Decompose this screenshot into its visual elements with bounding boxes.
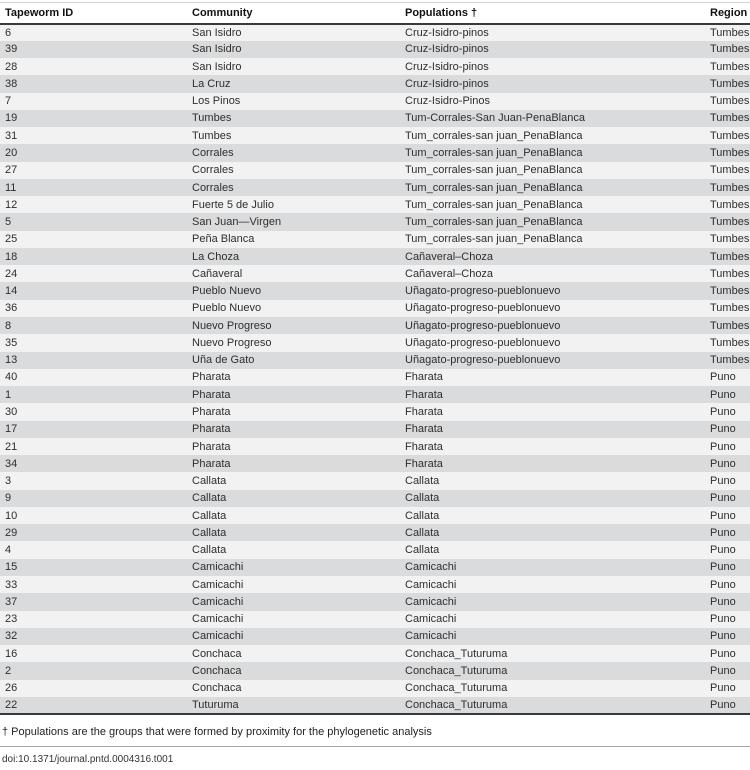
cell-community: San Juan—Virgen bbox=[192, 216, 282, 229]
column-header-tapeworm-id: Tapeworm ID bbox=[0, 3, 192, 24]
table-row bbox=[0, 93, 750, 110]
cell-region: Puno bbox=[710, 440, 736, 453]
cell-tapeworm-id: 18 bbox=[5, 250, 18, 263]
table-footnote: † Populations are the groups that were formed by proximity for the phylogenetic analysis bbox=[2, 726, 432, 739]
cell-community: Tumbes bbox=[192, 112, 232, 125]
cell-region: Puno bbox=[710, 526, 736, 539]
cell-tapeworm-id: 32 bbox=[5, 630, 18, 643]
cell-tapeworm-id: 10 bbox=[5, 509, 18, 522]
cell-tapeworm-id: 14 bbox=[5, 285, 18, 298]
cell-community: Callata bbox=[192, 509, 227, 522]
cell-region: Puno bbox=[710, 595, 736, 608]
cell-community: Conchaca bbox=[192, 682, 242, 695]
cell-region: Tumbes bbox=[710, 233, 750, 246]
cell-region: Tumbes bbox=[710, 250, 750, 263]
cell-population: Fharata bbox=[405, 388, 443, 401]
table-row bbox=[0, 611, 750, 628]
cell-tapeworm-id: 19 bbox=[5, 112, 18, 125]
footnote-divider bbox=[0, 746, 750, 747]
table-row bbox=[0, 662, 750, 679]
cell-region: Tumbes bbox=[710, 112, 750, 125]
cell-community: Pharata bbox=[192, 405, 231, 418]
cell-population: Callata bbox=[405, 475, 440, 488]
cell-region: Puno bbox=[710, 698, 736, 711]
cell-community: Pharata bbox=[192, 388, 231, 401]
cell-region: Tumbes bbox=[710, 267, 750, 280]
cell-population: Fharata bbox=[405, 423, 443, 436]
cell-tapeworm-id: 37 bbox=[5, 595, 18, 608]
cell-community: Camicachi bbox=[192, 630, 244, 643]
cell-community: Callata bbox=[192, 475, 227, 488]
cell-community: Tumbes bbox=[192, 129, 232, 142]
cell-community: Callata bbox=[192, 526, 227, 539]
cell-region: Puno bbox=[710, 509, 736, 522]
cell-population: Uñagato-progreso-pueblonuevo bbox=[405, 285, 561, 298]
cell-region: Tumbes bbox=[710, 95, 750, 108]
column-header-populations: Populations † bbox=[405, 3, 710, 24]
cell-tapeworm-id: 40 bbox=[5, 371, 18, 384]
table-row bbox=[0, 559, 750, 576]
cell-population: Callata bbox=[405, 544, 440, 557]
table-row bbox=[0, 127, 750, 144]
cell-tapeworm-id: 1 bbox=[5, 388, 12, 401]
cell-region: Tumbes bbox=[710, 354, 750, 367]
cell-community: Nuevo Progreso bbox=[192, 319, 272, 332]
cell-tapeworm-id: 38 bbox=[5, 77, 18, 90]
table-row bbox=[0, 490, 750, 507]
cell-population: Tum_corrales-san juan_PenaBlanca bbox=[405, 216, 583, 229]
table-row bbox=[0, 472, 750, 489]
table-row bbox=[0, 455, 750, 472]
cell-community: Conchaca bbox=[192, 647, 242, 660]
table-row bbox=[0, 576, 750, 593]
cell-region: Tumbes bbox=[710, 181, 750, 194]
table-row bbox=[0, 680, 750, 697]
cell-population: Cruz-Isidro-Pinos bbox=[405, 95, 490, 108]
cell-population: Tum_corrales-san juan_PenaBlanca bbox=[405, 146, 583, 159]
cell-community: La Choza bbox=[192, 250, 240, 263]
cell-population: Conchaca_Tuturuma bbox=[405, 664, 508, 677]
cell-population: Uñagato-progreso-pueblonuevo bbox=[405, 302, 561, 315]
cell-region: Puno bbox=[710, 388, 736, 401]
table-row bbox=[0, 179, 750, 196]
cell-community: Uña de Gato bbox=[192, 354, 255, 367]
cell-population: Conchaca_Tuturuma bbox=[405, 698, 508, 711]
cell-community: Callata bbox=[192, 544, 227, 557]
cell-tapeworm-id: 21 bbox=[5, 440, 18, 453]
table-row bbox=[0, 593, 750, 610]
cell-population: Callata bbox=[405, 509, 440, 522]
cell-tapeworm-id: 28 bbox=[5, 60, 18, 73]
cell-population: Tum_corrales-san juan_PenaBlanca bbox=[405, 181, 583, 194]
cell-region: Tumbes bbox=[710, 216, 750, 229]
tapeworm-samples-table bbox=[0, 2, 750, 715]
table-header bbox=[0, 3, 750, 24]
cell-population: Conchaca_Tuturuma bbox=[405, 682, 508, 695]
cell-tapeworm-id: 12 bbox=[5, 198, 18, 211]
cell-population: Camicachi bbox=[405, 578, 457, 591]
cell-tapeworm-id: 9 bbox=[5, 492, 12, 505]
table-row bbox=[0, 403, 750, 420]
cell-community: Peña Blanca bbox=[192, 233, 255, 246]
table-row bbox=[0, 75, 750, 92]
table-header-row bbox=[0, 3, 750, 24]
table-row bbox=[0, 421, 750, 438]
cell-population: Tum_corrales-san juan_PenaBlanca bbox=[405, 164, 583, 177]
table-row bbox=[0, 628, 750, 645]
cell-population: Camicachi bbox=[405, 613, 457, 626]
table-row bbox=[0, 334, 750, 351]
cell-community: Pharata bbox=[192, 423, 231, 436]
cell-tapeworm-id: 25 bbox=[5, 233, 18, 246]
cell-population: Camicachi bbox=[405, 595, 457, 608]
cell-region: Puno bbox=[710, 578, 736, 591]
cell-region: Tumbes bbox=[710, 319, 750, 332]
cell-region: Tumbes bbox=[710, 129, 750, 142]
cell-tapeworm-id: 16 bbox=[5, 647, 18, 660]
table-row bbox=[0, 541, 750, 558]
paper-table-figure bbox=[0, 2, 750, 770]
cell-region: Puno bbox=[710, 457, 736, 470]
table-body bbox=[0, 24, 750, 715]
table-row bbox=[0, 282, 750, 299]
table-row bbox=[0, 524, 750, 541]
cell-population: Uñagato-progreso-pueblonuevo bbox=[405, 336, 561, 349]
cell-community: San Isidro bbox=[192, 43, 242, 56]
cell-region: Puno bbox=[710, 664, 736, 677]
table-row bbox=[0, 196, 750, 213]
cell-community: Pueblo Nuevo bbox=[192, 302, 262, 315]
cell-region: Puno bbox=[710, 405, 736, 418]
cell-community: Fuerte 5 de Julio bbox=[192, 198, 274, 211]
cell-tapeworm-id: 30 bbox=[5, 405, 18, 418]
cell-tapeworm-id: 23 bbox=[5, 613, 18, 626]
cell-population: Camicachi bbox=[405, 561, 457, 574]
cell-tapeworm-id: 24 bbox=[5, 267, 18, 280]
cell-community: Cañaveral bbox=[192, 267, 243, 280]
cell-community: Tuturuma bbox=[192, 698, 239, 711]
cell-region: Tumbes bbox=[710, 60, 750, 73]
cell-community: Corrales bbox=[192, 164, 234, 177]
cell-population: Tum_corrales-san juan_PenaBlanca bbox=[405, 233, 583, 246]
cell-region: Puno bbox=[710, 647, 736, 660]
cell-region: Tumbes bbox=[710, 43, 750, 56]
cell-community: Camicachi bbox=[192, 578, 244, 591]
cell-tapeworm-id: 2 bbox=[5, 664, 12, 677]
cell-tapeworm-id: 17 bbox=[5, 423, 18, 436]
cell-population: Tum_corrales-san juan_PenaBlanca bbox=[405, 129, 583, 142]
column-header-community: Community bbox=[192, 3, 405, 24]
table-row bbox=[0, 41, 750, 58]
cell-region: Puno bbox=[710, 544, 736, 557]
cell-population: Cruz-Isidro-pinos bbox=[405, 26, 489, 39]
column-header-region: Region bbox=[710, 3, 750, 24]
cell-community: Callata bbox=[192, 492, 227, 505]
cell-community: La Cruz bbox=[192, 77, 231, 90]
table-row bbox=[0, 438, 750, 455]
cell-region: Puno bbox=[710, 561, 736, 574]
cell-region: Tumbes bbox=[710, 198, 750, 211]
cell-population: Fharata bbox=[405, 457, 443, 470]
table-row bbox=[0, 645, 750, 662]
cell-region: Puno bbox=[710, 475, 736, 488]
cell-tapeworm-id: 11 bbox=[5, 181, 17, 194]
cell-community: Los Pinos bbox=[192, 95, 241, 108]
cell-population: Uñagato-progreso-pueblonuevo bbox=[405, 319, 561, 332]
cell-population: Camicachi bbox=[405, 630, 457, 643]
table-row bbox=[0, 386, 750, 403]
cell-community: Pueblo Nuevo bbox=[192, 285, 262, 298]
cell-population: Tum_corrales-san juan_PenaBlanca bbox=[405, 198, 583, 211]
cell-community: San Isidro bbox=[192, 60, 242, 73]
table-row bbox=[0, 24, 750, 41]
table-row bbox=[0, 110, 750, 127]
cell-region: Puno bbox=[710, 423, 736, 436]
cell-region: Tumbes bbox=[710, 302, 750, 315]
cell-region: Puno bbox=[710, 630, 736, 643]
cell-region: Puno bbox=[710, 682, 736, 695]
cell-region: Tumbes bbox=[710, 77, 750, 90]
cell-tapeworm-id: 8 bbox=[5, 319, 12, 332]
cell-tapeworm-id: 33 bbox=[5, 578, 18, 591]
cell-region: Tumbes bbox=[710, 164, 750, 177]
table-row bbox=[0, 317, 750, 334]
cell-tapeworm-id: 34 bbox=[5, 457, 18, 470]
cell-community: San Isidro bbox=[192, 26, 242, 39]
cell-tapeworm-id: 26 bbox=[5, 682, 18, 695]
cell-population: Cruz-Isidro-pinos bbox=[405, 43, 489, 56]
table-row bbox=[0, 144, 750, 161]
cell-community: Pharata bbox=[192, 371, 231, 384]
table-row bbox=[0, 369, 750, 386]
cell-tapeworm-id: 4 bbox=[5, 544, 12, 557]
cell-tapeworm-id: 31 bbox=[5, 129, 18, 142]
cell-region: Tumbes bbox=[710, 26, 750, 39]
cell-community: Camicachi bbox=[192, 613, 244, 626]
cell-population: Fharata bbox=[405, 371, 443, 384]
cell-tapeworm-id: 5 bbox=[5, 216, 12, 229]
cell-region: Puno bbox=[710, 613, 736, 626]
cell-population: Cañaveral–Choza bbox=[405, 250, 494, 263]
cell-tapeworm-id: 35 bbox=[5, 336, 18, 349]
cell-region: Tumbes bbox=[710, 336, 750, 349]
cell-tapeworm-id: 20 bbox=[5, 146, 18, 159]
table-row bbox=[0, 248, 750, 265]
cell-region: Tumbes bbox=[710, 146, 750, 159]
cell-community: Nuevo Progreso bbox=[192, 336, 272, 349]
cell-population: Callata bbox=[405, 526, 440, 539]
cell-region: Tumbes bbox=[710, 285, 750, 298]
table-row bbox=[0, 162, 750, 179]
cell-tapeworm-id: 27 bbox=[5, 164, 18, 177]
cell-tapeworm-id: 6 bbox=[5, 26, 12, 39]
cell-population: Fharata bbox=[405, 440, 443, 453]
cell-population: Cruz-Isidro-pinos bbox=[405, 60, 489, 73]
cell-population: Uñagato-progreso-pueblonuevo bbox=[405, 354, 561, 367]
cell-population: Cruz-Isidro-pinos bbox=[405, 77, 489, 90]
cell-tapeworm-id: 3 bbox=[5, 475, 12, 488]
cell-community: Pharata bbox=[192, 457, 231, 470]
cell-tapeworm-id: 15 bbox=[5, 561, 18, 574]
table-row bbox=[0, 213, 750, 230]
cell-community: Corrales bbox=[192, 146, 234, 159]
table-row bbox=[0, 58, 750, 75]
table-row bbox=[0, 265, 750, 282]
cell-tapeworm-id: 29 bbox=[5, 526, 18, 539]
table-row bbox=[0, 300, 750, 317]
doi-citation: doi:10.1371/journal.pntd.0004316.t001 bbox=[2, 754, 174, 766]
cell-community: Conchaca bbox=[192, 664, 242, 677]
cell-tapeworm-id: 39 bbox=[5, 43, 18, 56]
table-row bbox=[0, 507, 750, 524]
cell-community: Camicachi bbox=[192, 561, 244, 574]
cell-tapeworm-id: 13 bbox=[5, 354, 18, 367]
cell-population: Callata bbox=[405, 492, 440, 505]
cell-tapeworm-id: 22 bbox=[5, 698, 18, 711]
cell-region: Puno bbox=[710, 371, 736, 384]
cell-community: Pharata bbox=[192, 440, 231, 453]
cell-population: Fharata bbox=[405, 405, 443, 418]
cell-community: Camicachi bbox=[192, 595, 244, 608]
cell-community: Corrales bbox=[192, 181, 234, 194]
table-row bbox=[0, 352, 750, 369]
table-row bbox=[0, 231, 750, 248]
cell-population: Conchaca_Tuturuma bbox=[405, 647, 508, 660]
cell-population: Cañaveral–Choza bbox=[405, 267, 494, 280]
table-row bbox=[0, 697, 750, 714]
cell-tapeworm-id: 36 bbox=[5, 302, 18, 315]
cell-tapeworm-id: 7 bbox=[5, 95, 12, 108]
cell-region: Puno bbox=[710, 492, 736, 505]
cell-population: Tum-Corrales-San Juan-PenaBlanca bbox=[405, 112, 585, 125]
